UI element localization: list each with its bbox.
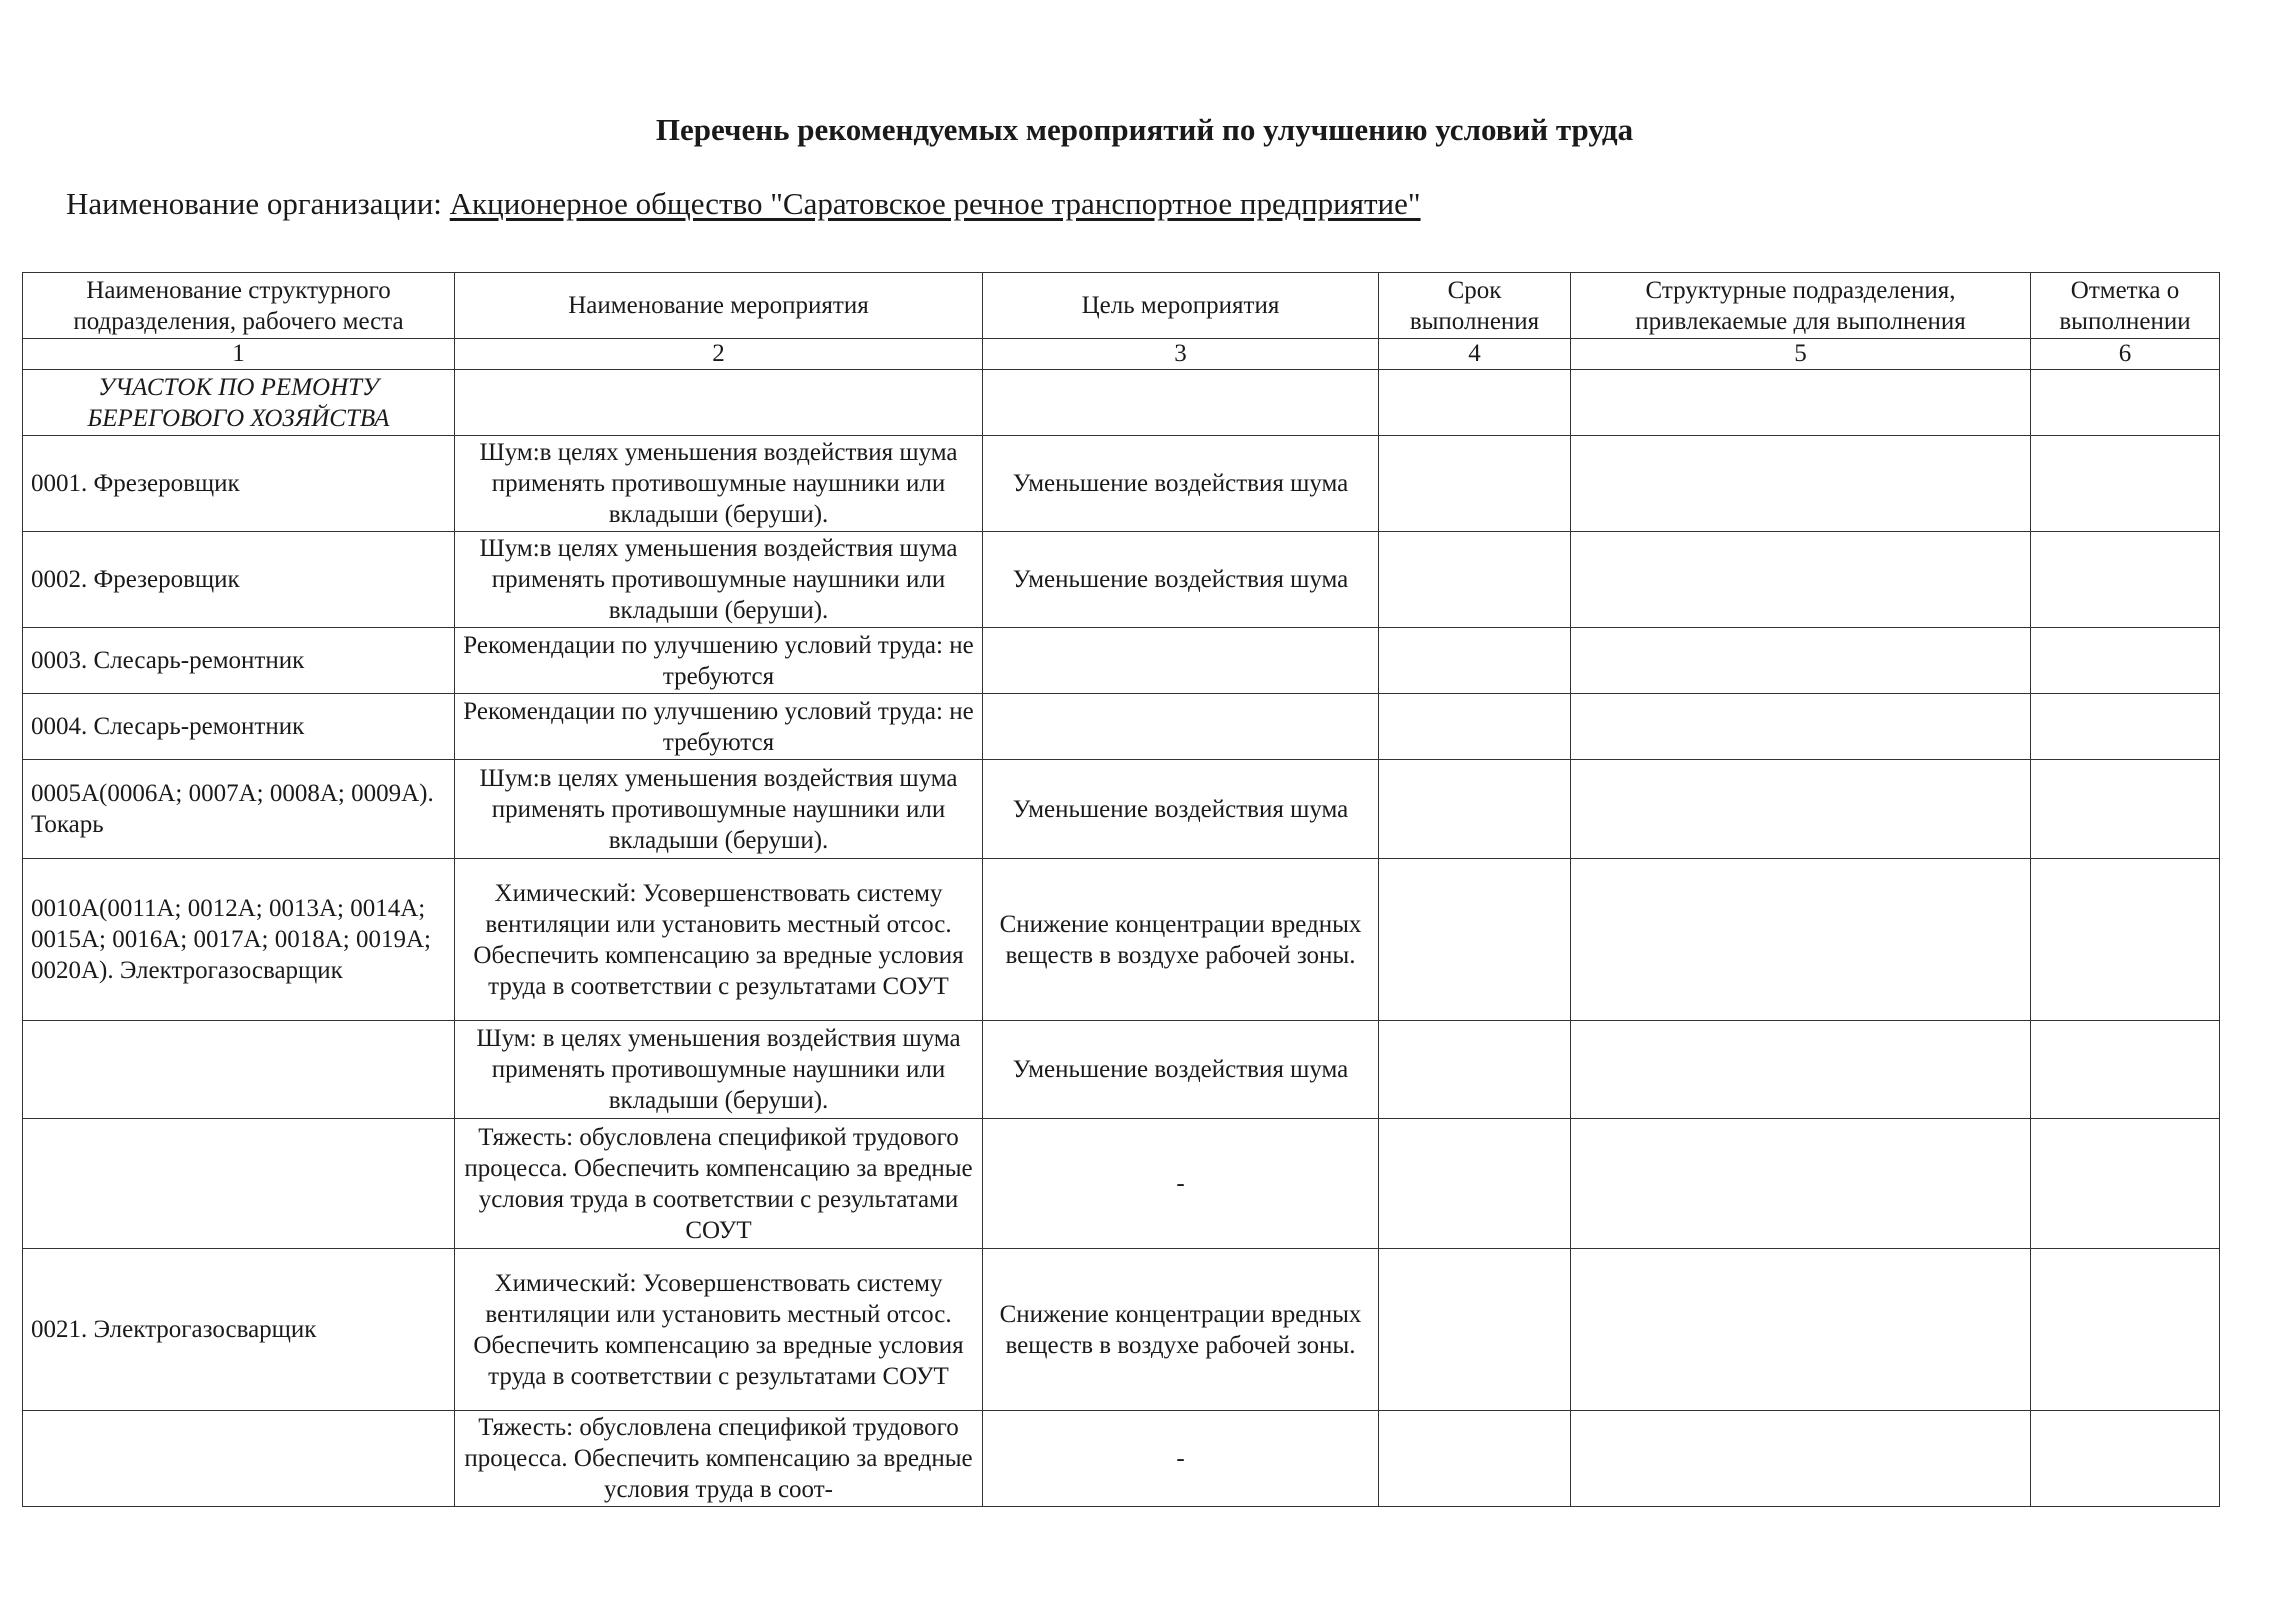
table-row <box>23 1021 2220 1119</box>
column-number-row <box>23 339 2220 370</box>
section-row <box>23 370 2220 436</box>
departments-cell <box>1571 760 2031 859</box>
departments-cell <box>1571 436 2031 532</box>
workplace-cell: 0005А(0006А; 0007А; 0008А; 0009А). Токарь <box>23 760 455 859</box>
column-header-goal: Цель мероприятия <box>983 273 1379 339</box>
section-title: УЧАСТОК ПО РЕМОНТУ БЕРЕГОВОГО ХОЗЯЙСТВА <box>23 370 455 436</box>
deadline-cell <box>1379 1411 1571 1507</box>
departments-cell <box>1571 1249 2031 1411</box>
header-row <box>23 273 2220 339</box>
deadline-cell <box>1379 532 1571 628</box>
completion-cell <box>2031 1249 2220 1411</box>
completion-cell <box>2031 1411 2220 1507</box>
completion-cell <box>2031 532 2220 628</box>
departments-cell <box>1571 532 2031 628</box>
workplace-cell <box>23 1119 455 1249</box>
workplace-cell: 0002. Фрезеровщик <box>23 532 455 628</box>
departments-cell <box>1571 859 2031 1021</box>
goal-cell: Уменьшение воздействия шума <box>983 436 1379 532</box>
table-row <box>23 532 2220 628</box>
deadline-cell <box>1379 1119 1571 1249</box>
departments-cell <box>1571 1021 2031 1119</box>
departments-cell <box>1571 694 2031 760</box>
measure-cell: Тяжесть: обусловлена спецификой трудового процесса. Обеспечить компенсацию за вредные условия труда в соответствии с результатами СОУТ <box>455 1119 983 1249</box>
column-header-place: Наименование структурного подразделения, рабочего места <box>23 273 455 339</box>
column-header-completion: Отметка о выполнении <box>2031 273 2220 339</box>
goal-cell: Уменьшение воздействия шума <box>983 760 1379 859</box>
deadline-cell <box>1379 628 1571 694</box>
document-title: Перечень рекомендуемых мероприятий по улучшению условий труда <box>655 112 1634 147</box>
organization-name: Акционерное общество "Саратовское речное транспортное предприятие" <box>449 186 1421 221</box>
workplace-cell <box>23 1021 455 1119</box>
deadline-cell <box>1379 694 1571 760</box>
goal-cell: - <box>983 1119 1379 1249</box>
measures-table <box>22 272 2220 1507</box>
column-header-measure: Наименование мероприятия <box>455 273 983 339</box>
measure-cell: Рекомендации по улучшению условий труда: не требуются <box>455 628 983 694</box>
table-row <box>23 859 2220 1021</box>
completion-cell <box>2031 859 2220 1021</box>
goal-cell: Снижение концентрации вредных веществ в воздухе рабочей зоны. <box>983 859 1379 1021</box>
workplace-cell: 0001. Фрезеровщик <box>23 436 455 532</box>
completion-cell <box>2031 760 2220 859</box>
table-row <box>23 1249 2220 1411</box>
measure-cell: Химический: Усовершенствовать систему вентиляции или установить местный отсос. Обеспечить компенсацию за вредные условия труда в соответствии с результатами СОУТ <box>455 859 983 1021</box>
workplace-cell <box>23 1411 455 1507</box>
table-row <box>23 628 2220 694</box>
deadline-cell <box>1379 436 1571 532</box>
deadline-cell <box>1379 859 1571 1021</box>
measure-cell: Тяжесть: обусловлена спецификой трудового процесса. Обеспечить компенсацию за вредные условия труда в соот- <box>455 1411 983 1507</box>
deadline-cell <box>1379 1021 1571 1119</box>
measure-cell: Шум: в целях уменьшения воздействия шума применять противошумные наушники или вкладыши (беруши). <box>455 1021 983 1119</box>
workplace-cell: 0003. Слесарь-ремонтник <box>23 628 455 694</box>
completion-cell <box>2031 694 2220 760</box>
column-number: 4 <box>1379 339 1571 370</box>
measure-cell: Шум:в целях уменьшения воздействия шума применять противошумные наушники или вкладыши (беруши). <box>455 760 983 859</box>
deadline-cell <box>1379 1249 1571 1411</box>
measure-cell: Шум:в целях уменьшения воздействия шума применять противошумные наушники или вкладыши (беруши). <box>455 532 983 628</box>
organization-label: Наименование организации: <box>66 186 442 221</box>
completion-cell <box>2031 1119 2220 1249</box>
column-number: 2 <box>455 339 983 370</box>
goal-cell <box>983 628 1379 694</box>
organization-line <box>66 186 1421 222</box>
column-header-departments: Структурные подразделения, привлекаемые для выполнения <box>1571 273 2031 339</box>
column-number: 5 <box>1571 339 2031 370</box>
column-number: 3 <box>983 339 1379 370</box>
measure-cell: Рекомендации по улучшению условий труда: не требуются <box>455 694 983 760</box>
workplace-cell: 0010А(0011А; 0012А; 0013А; 0014А; 0015А; 0016А; 0017А; 0018А; 0019А; 0020А). Электрогазосварщик <box>23 859 455 1021</box>
table-row <box>23 1411 2220 1507</box>
measure-cell: Шум:в целях уменьшения воздействия шума применять противошумные наушники или вкладыши (беруши). <box>455 436 983 532</box>
departments-cell <box>1571 1119 2031 1249</box>
goal-cell: Уменьшение воздействия шума <box>983 1021 1379 1119</box>
column-number: 1 <box>23 339 455 370</box>
goal-cell <box>983 694 1379 760</box>
table-row <box>23 1119 2220 1249</box>
table-row <box>23 436 2220 532</box>
goal-cell: Снижение концентрации вредных веществ в воздухе рабочей зоны. <box>983 1249 1379 1411</box>
table-row <box>23 694 2220 760</box>
goal-cell: Уменьшение воздействия шума <box>983 532 1379 628</box>
column-header-deadline: Срок выполнения <box>1379 273 1571 339</box>
departments-cell <box>1571 1411 2031 1507</box>
measure-cell: Химический: Усовершенствовать систему вентиляции или установить местный отсос. Обеспечить компенсацию за вредные условия труда в соответствии с результатами СОУТ <box>455 1249 983 1411</box>
deadline-cell <box>1379 760 1571 859</box>
goal-cell: - <box>983 1411 1379 1507</box>
column-number: 6 <box>2031 339 2220 370</box>
completion-cell <box>2031 1021 2220 1119</box>
departments-cell <box>1571 628 2031 694</box>
workplace-cell: 0004. Слесарь-ремонтник <box>23 694 455 760</box>
completion-cell <box>2031 436 2220 532</box>
workplace-cell: 0021. Электрогазосварщик <box>23 1249 455 1411</box>
completion-cell <box>2031 628 2220 694</box>
table-row <box>23 760 2220 859</box>
